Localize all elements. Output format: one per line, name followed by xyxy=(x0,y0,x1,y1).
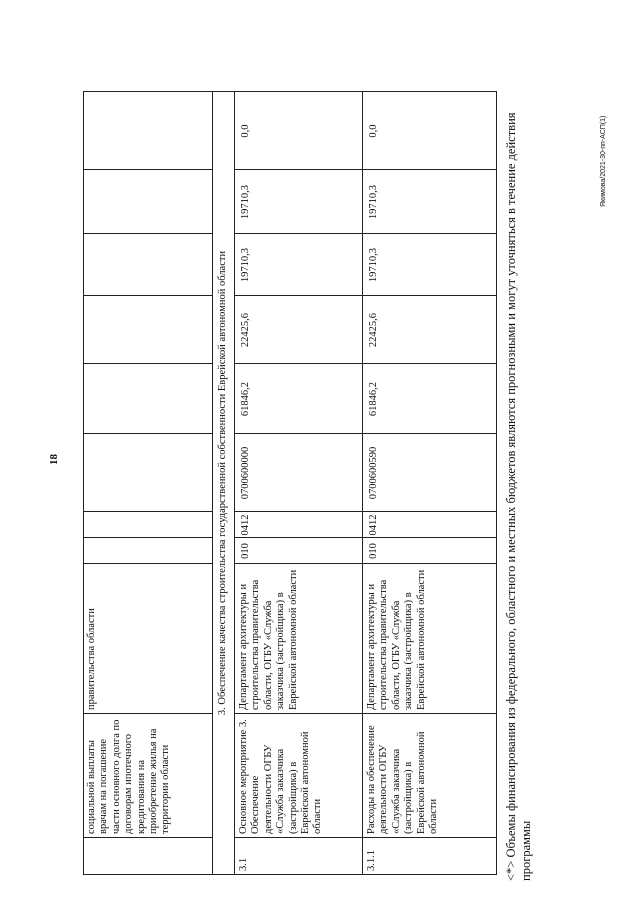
table-rule xyxy=(84,837,212,838)
amount-year-1: 22425,6 xyxy=(368,312,379,348)
table-rule xyxy=(212,92,213,874)
amount-year-2: 19710,3 xyxy=(368,247,379,283)
footnote: <*> Объемы финансирования из федерального, областного и местных бюджетов являются прогнозными и могут уточняться в течение действия программы xyxy=(504,112,533,881)
program-table xyxy=(83,91,497,875)
table-rule xyxy=(84,537,212,538)
rzpr-code: 0412 xyxy=(240,514,251,536)
measure-name-cell: Основное мероприятие 3. Обеспечение деятельности ОГБУ «Служба заказчика (застройщика) в Еврейской автономной области xyxy=(238,719,324,834)
page-number: 18 xyxy=(48,454,60,465)
section-title: 3. Обеспечение качества строительства государственной собственности Еврейской автономной области xyxy=(217,250,228,716)
measure-name-cell: социальной выплаты врачам на погашение части основного долга по договорам ипотечного кредитования на приобретение жилья на территории области xyxy=(86,719,172,834)
measure-name-cell: Расходы на обеспечение деятельности ОГБУ «Служба заказчика (застройщика) в Еврейской автономной области xyxy=(366,725,440,834)
executor-cell: Департамент архитектуры и строительства правительства области, ОГБУ «Служба заказчика (застройщика) в Еврейской автономной области xyxy=(366,569,427,710)
csr-code: 0700600000 xyxy=(240,446,251,500)
csr-code: 0700600590 xyxy=(368,446,379,500)
table-rule xyxy=(84,433,212,434)
grbs-code: 010 xyxy=(368,543,379,559)
table-rule xyxy=(84,169,212,170)
amount-year-1: 22425,6 xyxy=(240,312,251,348)
row-number: 3.1 xyxy=(238,857,249,871)
table-rule xyxy=(84,511,212,512)
table-rule xyxy=(84,295,212,296)
amount-total: 61846,2 xyxy=(368,381,379,417)
amount-year-4: 0,0 xyxy=(368,124,379,138)
amount-year-3: 19710,3 xyxy=(368,184,379,220)
document-id: Якимова/2021-30-пп-АСП(1) xyxy=(600,115,607,207)
amount-year-3: 19710,3 xyxy=(240,184,251,220)
row-number: 3.1.1 xyxy=(366,850,377,871)
executor-cell: Департамент архитектуры и строительства правительства области, ОГБУ «Служба заказчика (застройщика) в Еврейской автономной области xyxy=(238,569,299,710)
table-rule xyxy=(84,363,212,364)
amount-year-2: 19710,3 xyxy=(240,247,251,283)
executor-cell: правительства области xyxy=(86,608,97,710)
amount-total: 61846,2 xyxy=(240,381,251,417)
amount-year-4: 0,0 xyxy=(240,124,251,138)
table-rule xyxy=(84,233,212,234)
rzpr-code: 0412 xyxy=(368,514,379,536)
grbs-code: 010 xyxy=(240,543,251,559)
